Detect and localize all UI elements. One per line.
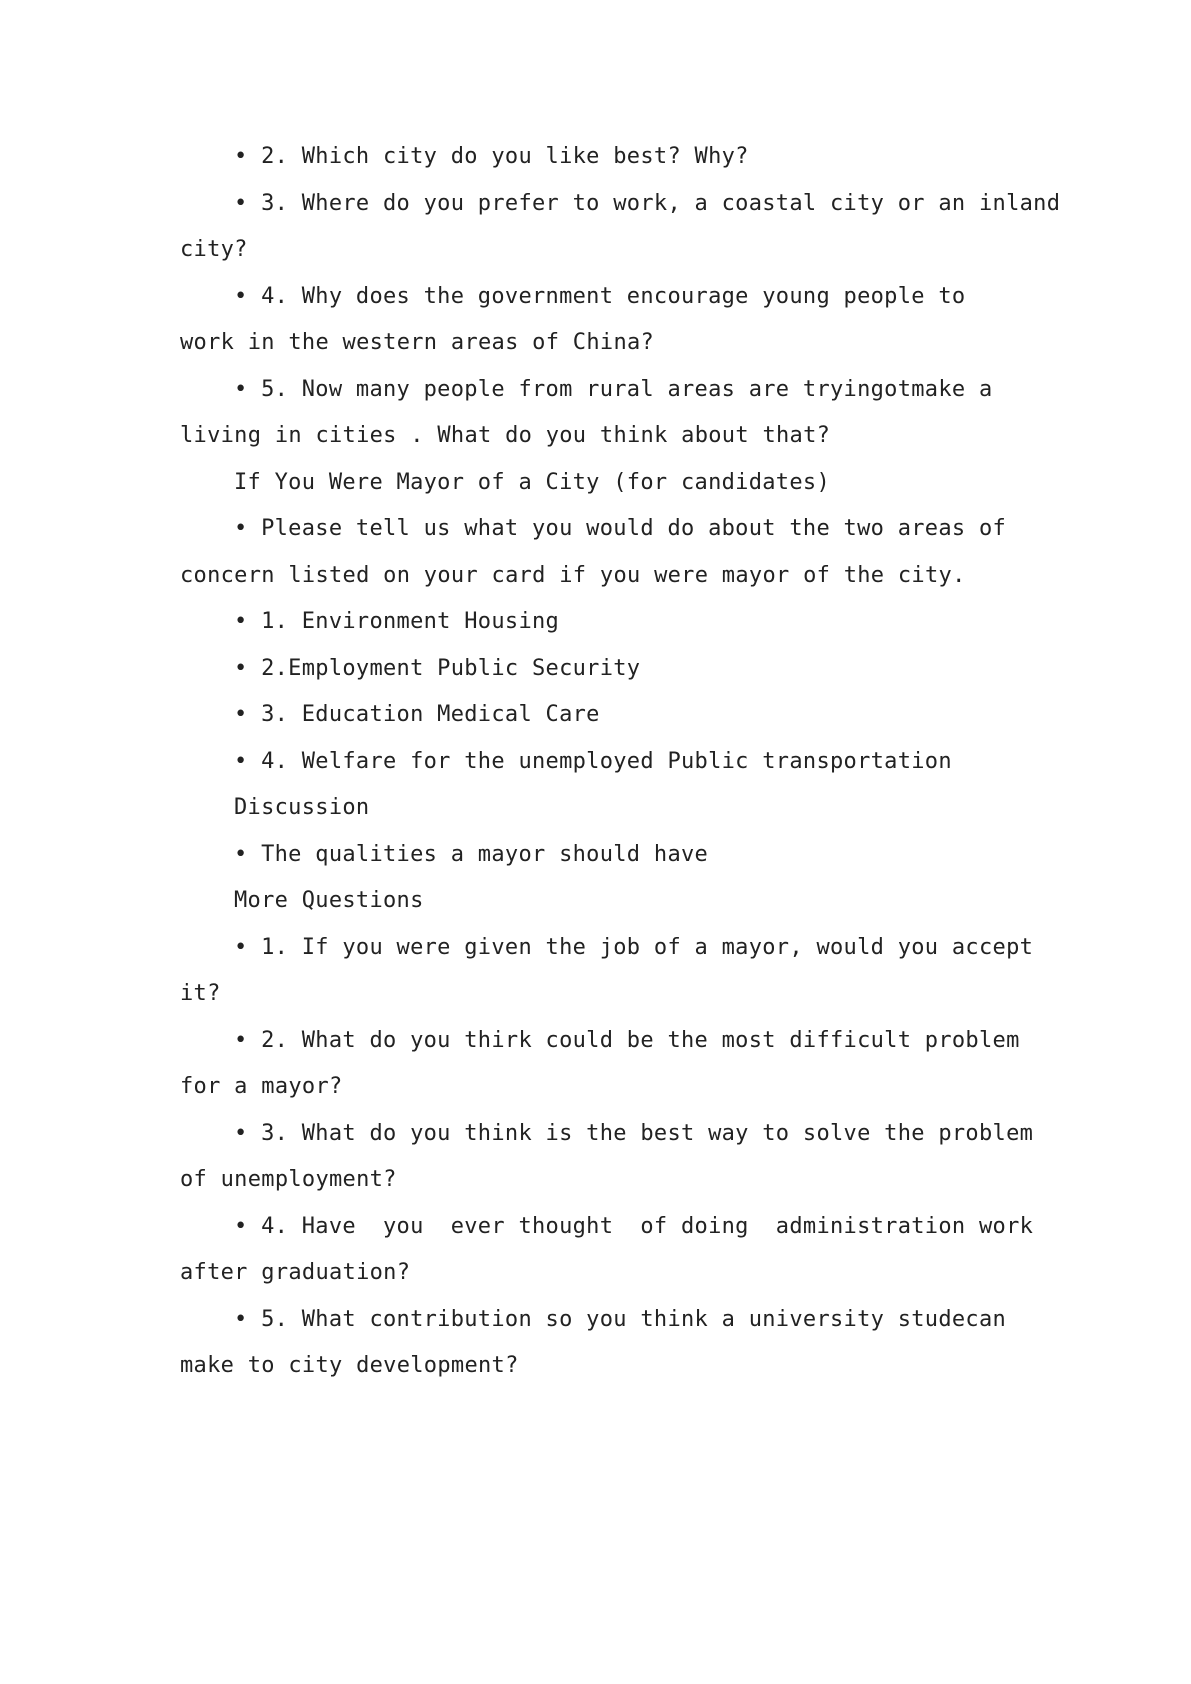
more-question-2: • 2. What do you thirk could be the most difficult problem [234, 1027, 1020, 1053]
card-item-3: • 3. Education Medical Care [234, 702, 600, 727]
more-question-1-cont: it? [180, 981, 221, 1006]
question-western-areas: • 4. Why does the government encourage young people to [234, 283, 966, 309]
question-coastal-inland: • 3. Where do you prefer to work, a coastal city or an inland [234, 190, 1061, 216]
more-question-3-cont: of unemployment? [180, 1167, 397, 1192]
card-item-4: • 4. Welfare for the unemployed Public transportation [234, 748, 952, 774]
question-rural-people-cont: living in cities . What do you think about that? [180, 423, 831, 448]
instruction-mayor-cont: concern listed on your card if you were mayor of the city. [180, 562, 966, 588]
section-heading-more-questions: More Questions [234, 888, 424, 913]
more-question-5: • 5. What contribution so you think a university studecan [234, 1306, 1007, 1332]
instruction-mayor: • Please tell us what you would do about the two areas of [234, 516, 1007, 541]
question-rural-people: • 5. Now many people from rural areas are tryingotmake a [234, 376, 993, 402]
card-item-1: • 1. Environment Housing [234, 609, 560, 634]
question-city-best: • 2. Which city do you like best? Why? [234, 144, 749, 169]
section-heading-mayor: If You Were Mayor of a City (for candidates) [234, 469, 830, 495]
section-heading-discussion: Discussion [234, 795, 370, 820]
question-coastal-inland-cont: city? [180, 237, 248, 262]
more-question-1: • 1. If you were given the job of a mayor, would you accept [234, 934, 1034, 960]
more-question-2-cont: for a mayor? [180, 1074, 343, 1099]
more-question-4-cont: after graduation? [180, 1260, 411, 1285]
question-western-areas-cont: work in the western areas of China? [180, 330, 655, 355]
more-question-4: • 4. Have you ever thought of doing administration work [234, 1213, 1034, 1239]
more-question-5-cont: make to city development? [180, 1353, 519, 1378]
more-question-3: • 3. What do you think is the best way to solve the problem [234, 1120, 1034, 1146]
card-item-2: • 2.Employment Public Security [234, 655, 641, 681]
document-text [180, 134, 1080, 1390]
discussion-item: • The qualities a mayor should have [234, 841, 709, 867]
